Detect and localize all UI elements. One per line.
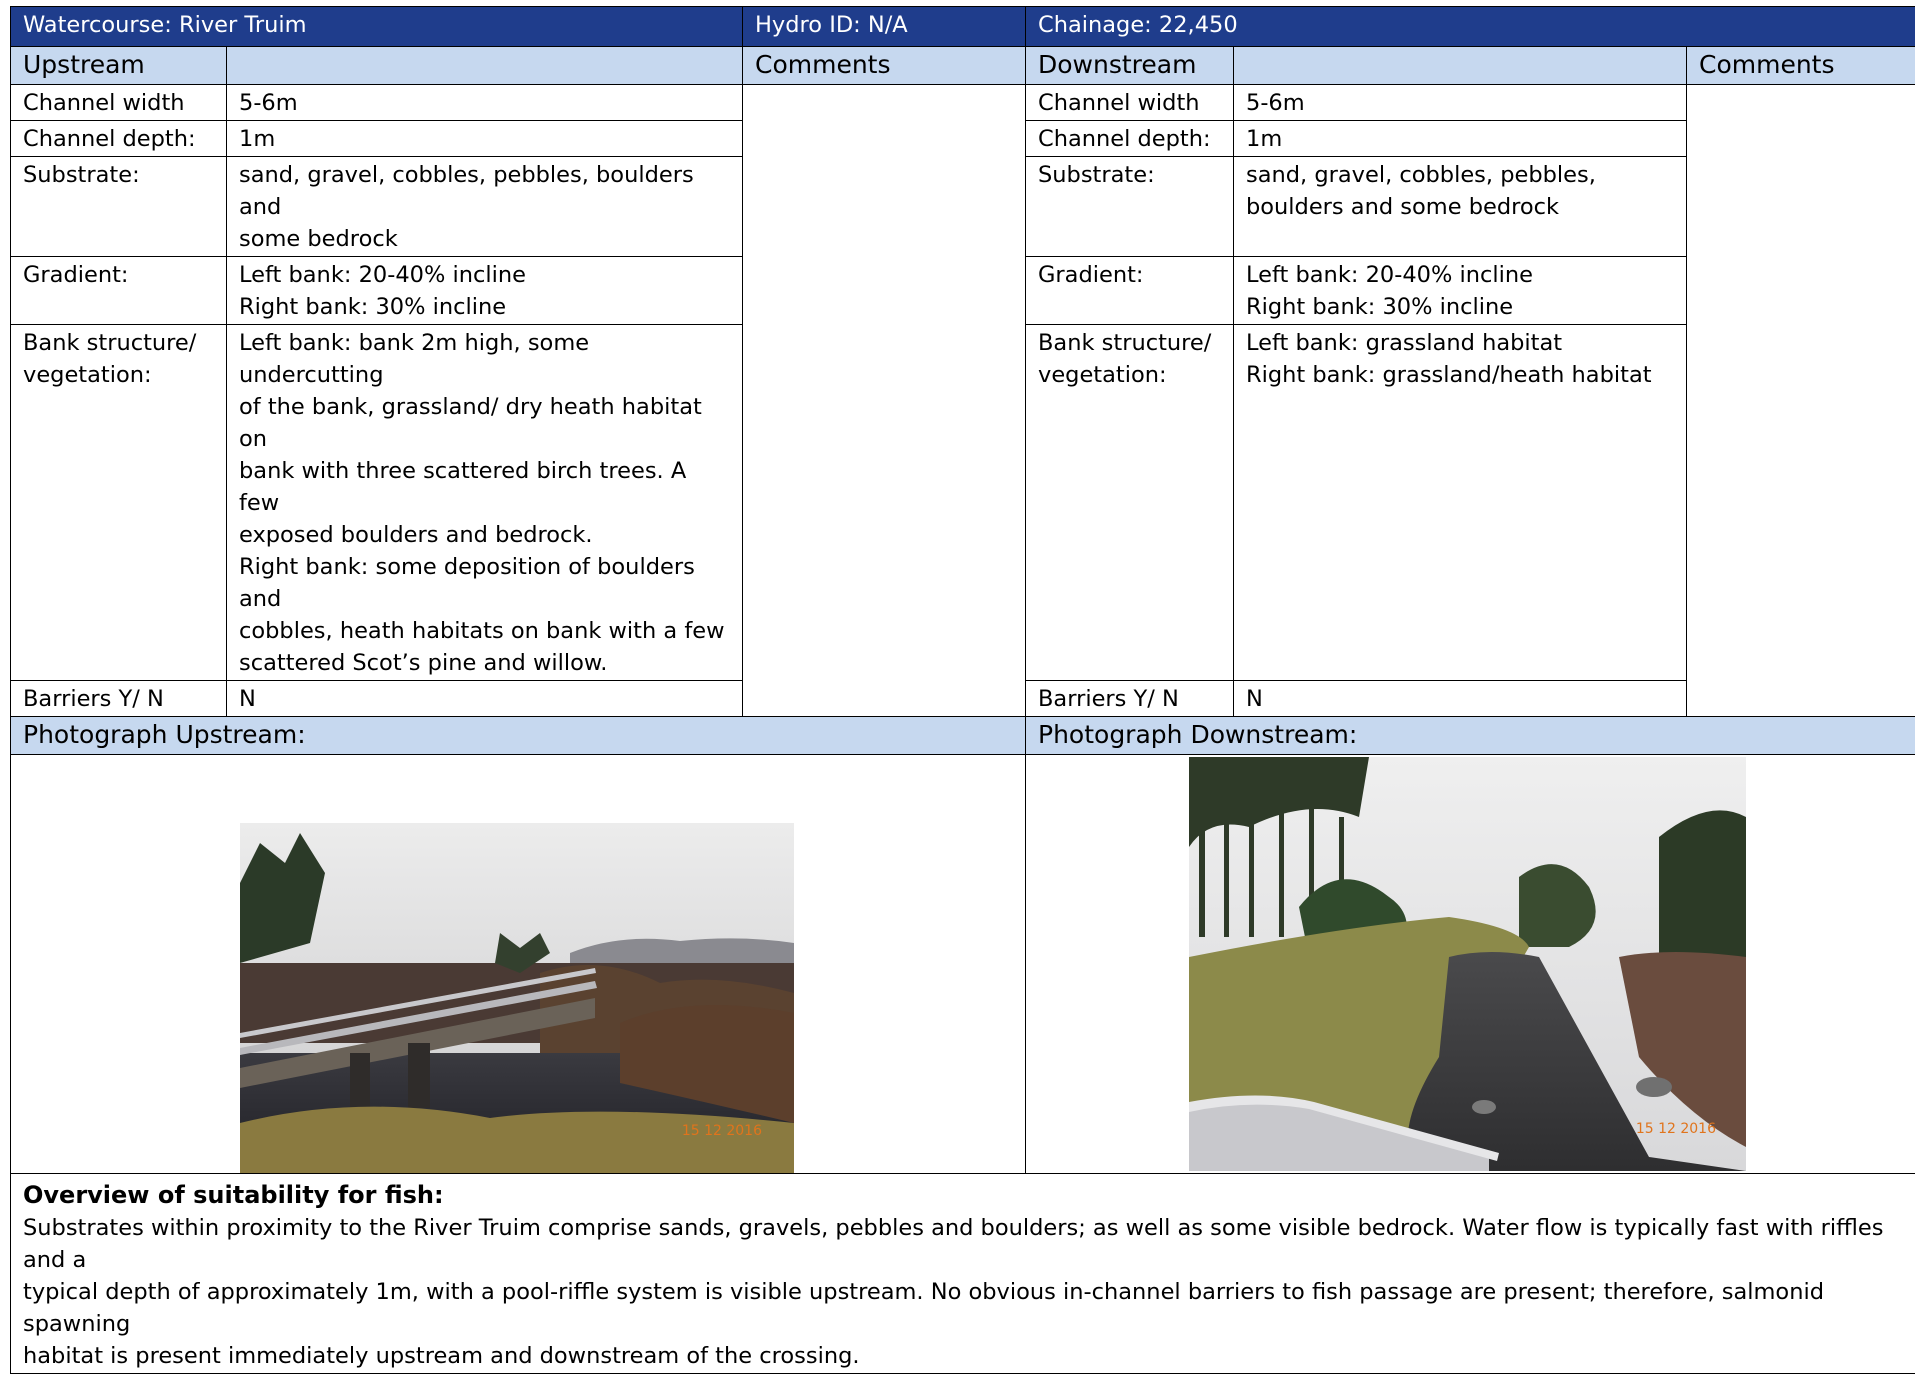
line: some bedrock <box>239 223 730 255</box>
title-row <box>11 7 1915 47</box>
chainage: Chainage: 22,450 <box>1026 7 1915 47</box>
down-label: Gradient: <box>1026 257 1234 325</box>
section-header-row <box>11 47 1915 85</box>
up-value <box>227 157 743 257</box>
photo-heading-row <box>11 717 1915 755</box>
overview-body <box>23 1212 1903 1372</box>
line: sand, gravel, cobbles, pebbles, <box>1246 159 1674 191</box>
up-label: Channel width <box>11 85 227 121</box>
up-label: Gradient: <box>11 257 227 325</box>
upstream-heading: Upstream <box>11 47 227 85</box>
line: of the bank, grassland/ dry heath habitat on <box>239 391 730 455</box>
up-value: 1m <box>227 121 743 157</box>
photo-upstream-cell <box>11 755 1026 1174</box>
line: Substrates within proximity to the River Truim comprise sands, gravels, pebbles and boulders; as well as some visible bedrock. Water flow is typically fast with riffles and a <box>23 1212 1903 1276</box>
downstream-photo-image <box>1189 757 1746 1171</box>
down-value <box>1234 157 1687 257</box>
up-label: Substrate: <box>11 157 227 257</box>
line: Bank structure/ <box>23 327 214 359</box>
photo-downstream-cell <box>1026 755 1915 1174</box>
up-value: N <box>227 681 743 717</box>
survey-table <box>10 6 1915 1374</box>
line: Left bank: 20-40% incline <box>1246 259 1674 291</box>
down-value: 5-6m <box>1234 85 1687 121</box>
line: bank with three scattered birch trees. A few <box>239 455 730 519</box>
up-label: Barriers Y/ N <box>11 681 227 717</box>
down-label: Substrate: <box>1026 157 1234 257</box>
down-value <box>1234 257 1687 325</box>
line: Right bank: 30% incline <box>1246 291 1674 323</box>
row-channel-width <box>11 85 1915 121</box>
photo-row <box>11 755 1915 1174</box>
down-label <box>1026 325 1234 681</box>
down-label: Channel depth: <box>1026 121 1234 157</box>
line: Left bank: 20-40% incline <box>239 259 730 291</box>
line: habitat is present immediately upstream and downstream of the crossing. <box>23 1340 1903 1372</box>
line: cobbles, heath habitats on bank with a few <box>239 615 730 647</box>
photo-downstream-heading: Photograph Downstream: <box>1026 717 1915 755</box>
down-value <box>1234 325 1687 681</box>
line: exposed boulders and bedrock. <box>239 519 730 551</box>
line: Bank structure/ <box>1038 327 1221 359</box>
hydro-id: Hydro ID: N/A <box>743 7 1026 47</box>
line: Left bank: grassland habitat <box>1246 327 1674 359</box>
up-value <box>227 257 743 325</box>
line: Right bank: 30% incline <box>239 291 730 323</box>
line: boulders and some bedrock <box>1246 191 1674 223</box>
downstream-photo <box>1189 757 1746 1171</box>
line: Right bank: grassland/heath habitat <box>1246 359 1674 391</box>
comments-left-heading: Comments <box>743 47 1026 85</box>
upstream-datestamp: 15 12 2016 <box>682 1115 762 1147</box>
upstream-photo <box>240 823 794 1173</box>
comments-left-cell <box>743 85 1026 717</box>
overview-row <box>11 1174 1915 1374</box>
up-value: 5-6m <box>227 85 743 121</box>
overview-title: Overview of suitability for fish: <box>23 1178 1903 1212</box>
down-value: N <box>1234 681 1687 717</box>
down-label: Barriers Y/ N <box>1026 681 1234 717</box>
downstream-datestamp: 15 12 2016 <box>1636 1113 1716 1145</box>
downstream-heading-blank <box>1234 47 1687 85</box>
comments-right-cell <box>1687 85 1915 717</box>
up-label: Channel depth: <box>11 121 227 157</box>
line: sand, gravel, cobbles, pebbles, boulders and <box>239 159 730 223</box>
line: vegetation: <box>1038 359 1221 391</box>
overview-cell <box>11 1174 1915 1374</box>
line: Left bank: bank 2m high, some undercutting <box>239 327 730 391</box>
line: typical depth of approximately 1m, with a pool-riffle system is visible upstream. No obvious in-channel barriers to fish passage are present; therefore, salmonid spawning <box>23 1276 1903 1340</box>
upstream-heading-blank <box>227 47 743 85</box>
line: vegetation: <box>23 359 214 391</box>
comments-right-heading: Comments <box>1687 47 1915 85</box>
line: scattered Scot’s pine and willow. <box>239 647 730 679</box>
downstream-heading: Downstream <box>1026 47 1234 85</box>
up-value <box>227 325 743 681</box>
down-label: Channel width <box>1026 85 1234 121</box>
line: Right bank: some deposition of boulders and <box>239 551 730 615</box>
survey-sheet <box>10 6 1915 1374</box>
up-label <box>11 325 227 681</box>
watercourse-title: Watercourse: River Truim <box>11 7 743 47</box>
down-value: 1m <box>1234 121 1687 157</box>
photo-upstream-heading: Photograph Upstream: <box>11 717 1026 755</box>
